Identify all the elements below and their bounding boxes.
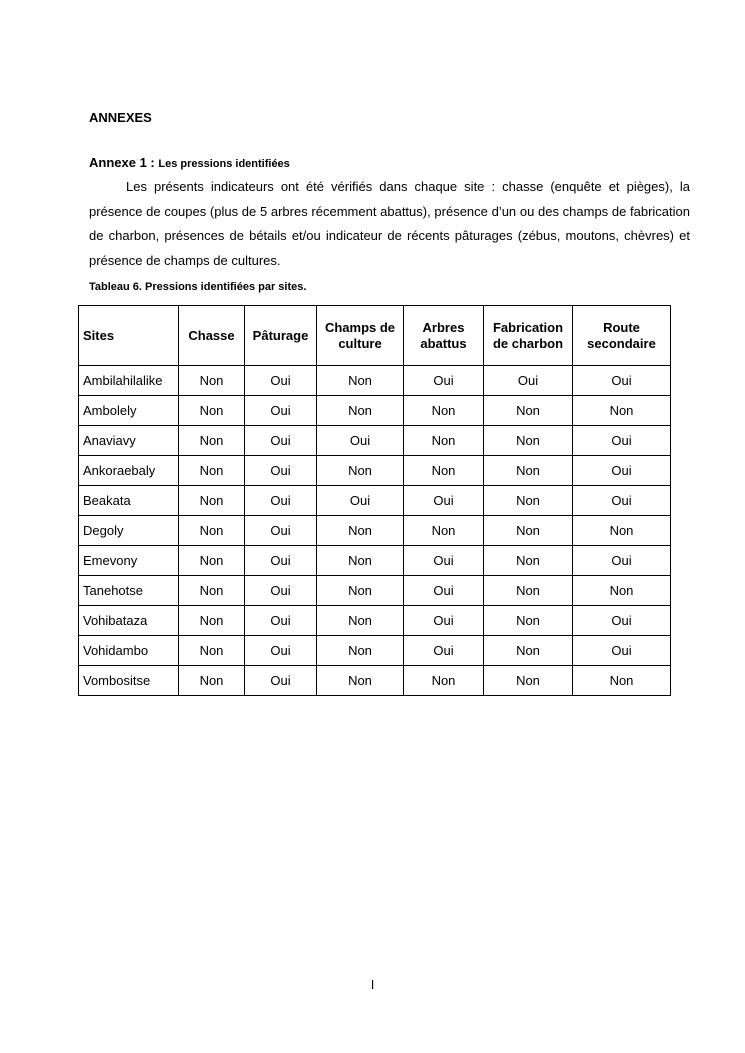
cell-arbres-abattus: Oui [404, 576, 484, 606]
table-row [79, 666, 671, 696]
cell-arbres-abattus: Non [404, 426, 484, 456]
table-row [79, 576, 671, 606]
header-fabrication-line2: de charbon [492, 335, 564, 351]
header-arbres-line2: abattus [420, 335, 467, 351]
cell-route-secondaire: Non [573, 666, 671, 696]
cell-route-secondaire: Oui [573, 606, 671, 636]
cell-site: Ambolely [79, 396, 179, 426]
cell-paturage: Oui [245, 366, 317, 396]
cell-paturage: Oui [245, 546, 317, 576]
cell-paturage: Oui [245, 456, 317, 486]
cell-paturage: Oui [245, 486, 317, 516]
header-chasse [179, 306, 245, 366]
cell-fabrication-de-charbon: Non [484, 486, 573, 516]
cell-arbres-abattus: Non [404, 456, 484, 486]
cell-route-secondaire: Oui [573, 486, 671, 516]
cell-arbres-abattus: Non [404, 666, 484, 696]
cell-paturage: Oui [245, 426, 317, 456]
table-row [79, 396, 671, 426]
cell-site: Ankoraebaly [79, 456, 179, 486]
cell-chasse: Non [179, 666, 245, 696]
cell-fabrication-de-charbon: Non [484, 636, 573, 666]
header-sites-text: Sites [83, 327, 115, 343]
cell-chasse: Non [179, 486, 245, 516]
annex-title [89, 146, 290, 174]
cell-fabrication-de-charbon: Non [484, 396, 573, 426]
header-route-line1: Route [603, 319, 640, 335]
header-paturage [245, 306, 317, 366]
cell-site: Beakata [79, 486, 179, 516]
cell-site: Ambilahilalike [79, 366, 179, 396]
cell-fabrication-de-charbon: Oui [484, 366, 573, 396]
cell-fabrication-de-charbon: Non [484, 426, 573, 456]
cell-chasse: Non [179, 396, 245, 426]
cell-route-secondaire: Oui [573, 366, 671, 396]
cell-site: Degoly [79, 516, 179, 546]
section-title: ANNEXES [89, 110, 152, 125]
annex-title-sub: Les pressions identifiées [158, 158, 290, 170]
table-row [79, 486, 671, 516]
cell-chasse: Non [179, 516, 245, 546]
header-chasse-text: Chasse [188, 327, 235, 343]
cell-chasse: Non [179, 606, 245, 636]
cell-champs-de-culture: Non [317, 666, 404, 696]
table-row [79, 606, 671, 636]
cell-site: Tanehotse [79, 576, 179, 606]
cell-chasse: Non [179, 576, 245, 606]
cell-route-secondaire: Oui [573, 456, 671, 486]
header-champs-line2: culture [338, 335, 382, 351]
cell-route-secondaire: Oui [573, 636, 671, 666]
cell-chasse: Non [179, 426, 245, 456]
cell-champs-de-culture: Non [317, 636, 404, 666]
cell-champs-de-culture: Non [317, 456, 404, 486]
pressures-table [78, 305, 671, 696]
table-row [79, 366, 671, 396]
cell-fabrication-de-charbon: Non [484, 546, 573, 576]
cell-champs-de-culture: Non [317, 516, 404, 546]
table-caption: Tableau 6. Pressions identifiées par sites. [89, 281, 307, 293]
intro-paragraph: Les présents indicateurs ont été vérifiés dans chaque site : chasse (enquête et pièges), la présence de coupes (plus de 5 arbres récemment abattus), présence d’un ou des champs de fabrication de charbon, présences de bétails et/ou indicateur de récents pâturages (zébus, moutons, chèvres) et présence de champs de cultures. [89, 179, 690, 268]
cell-arbres-abattus: Non [404, 396, 484, 426]
cell-route-secondaire: Non [573, 516, 671, 546]
cell-route-secondaire: Oui [573, 426, 671, 456]
cell-site: Vombositse [79, 666, 179, 696]
cell-chasse: Non [179, 546, 245, 576]
header-sites [79, 306, 179, 366]
cell-arbres-abattus: Non [404, 516, 484, 546]
cell-site: Vohidambo [79, 636, 179, 666]
cell-fabrication-de-charbon: Non [484, 516, 573, 546]
table-header-row [79, 306, 671, 366]
cell-route-secondaire: Oui [573, 546, 671, 576]
cell-fabrication-de-charbon: Non [484, 456, 573, 486]
cell-chasse: Non [179, 456, 245, 486]
cell-fabrication-de-charbon: Non [484, 666, 573, 696]
header-fabrication-de-charbon [484, 306, 573, 366]
table-row [79, 636, 671, 666]
cell-paturage: Oui [245, 516, 317, 546]
cell-chasse: Non [179, 366, 245, 396]
cell-champs-de-culture: Non [317, 606, 404, 636]
header-champs-line1: Champs de [324, 319, 396, 335]
cell-site: Emevony [79, 546, 179, 576]
header-arbres-line1: Arbres [422, 319, 465, 335]
table-row [79, 426, 671, 456]
table-row [79, 456, 671, 486]
cell-paturage: Oui [245, 396, 317, 426]
header-champs-de-culture [317, 306, 404, 366]
cell-paturage: Oui [245, 666, 317, 696]
table-row [79, 516, 671, 546]
cell-champs-de-culture: Non [317, 366, 404, 396]
cell-champs-de-culture: Non [317, 576, 404, 606]
header-fabrication-line1: Fabrication [492, 319, 564, 335]
cell-site: Vohibataza [79, 606, 179, 636]
cell-arbres-abattus: Oui [404, 636, 484, 666]
cell-fabrication-de-charbon: Non [484, 576, 573, 606]
table-row [79, 546, 671, 576]
cell-fabrication-de-charbon: Non [484, 606, 573, 636]
cell-route-secondaire: Non [573, 396, 671, 426]
cell-paturage: Oui [245, 576, 317, 606]
header-route-line2: secondaire [587, 335, 656, 351]
header-arbres-abattus [404, 306, 484, 366]
header-paturage-text: Pâturage [252, 327, 309, 343]
cell-champs-de-culture: Oui [317, 486, 404, 516]
cell-paturage: Oui [245, 606, 317, 636]
cell-arbres-abattus: Oui [404, 606, 484, 636]
cell-champs-de-culture: Oui [317, 426, 404, 456]
page-number: I [370, 977, 375, 992]
cell-route-secondaire: Non [573, 576, 671, 606]
cell-champs-de-culture: Non [317, 546, 404, 576]
cell-champs-de-culture: Non [317, 396, 404, 426]
cell-site: Anaviavy [79, 426, 179, 456]
header-route-secondaire [573, 306, 671, 366]
cell-chasse: Non [179, 636, 245, 666]
annex-title-main: Annexe 1 : [89, 155, 159, 170]
cell-arbres-abattus: Oui [404, 366, 484, 396]
cell-paturage: Oui [245, 636, 317, 666]
cell-arbres-abattus: Oui [404, 546, 484, 576]
cell-arbres-abattus: Oui [404, 486, 484, 516]
table-body [79, 366, 671, 696]
